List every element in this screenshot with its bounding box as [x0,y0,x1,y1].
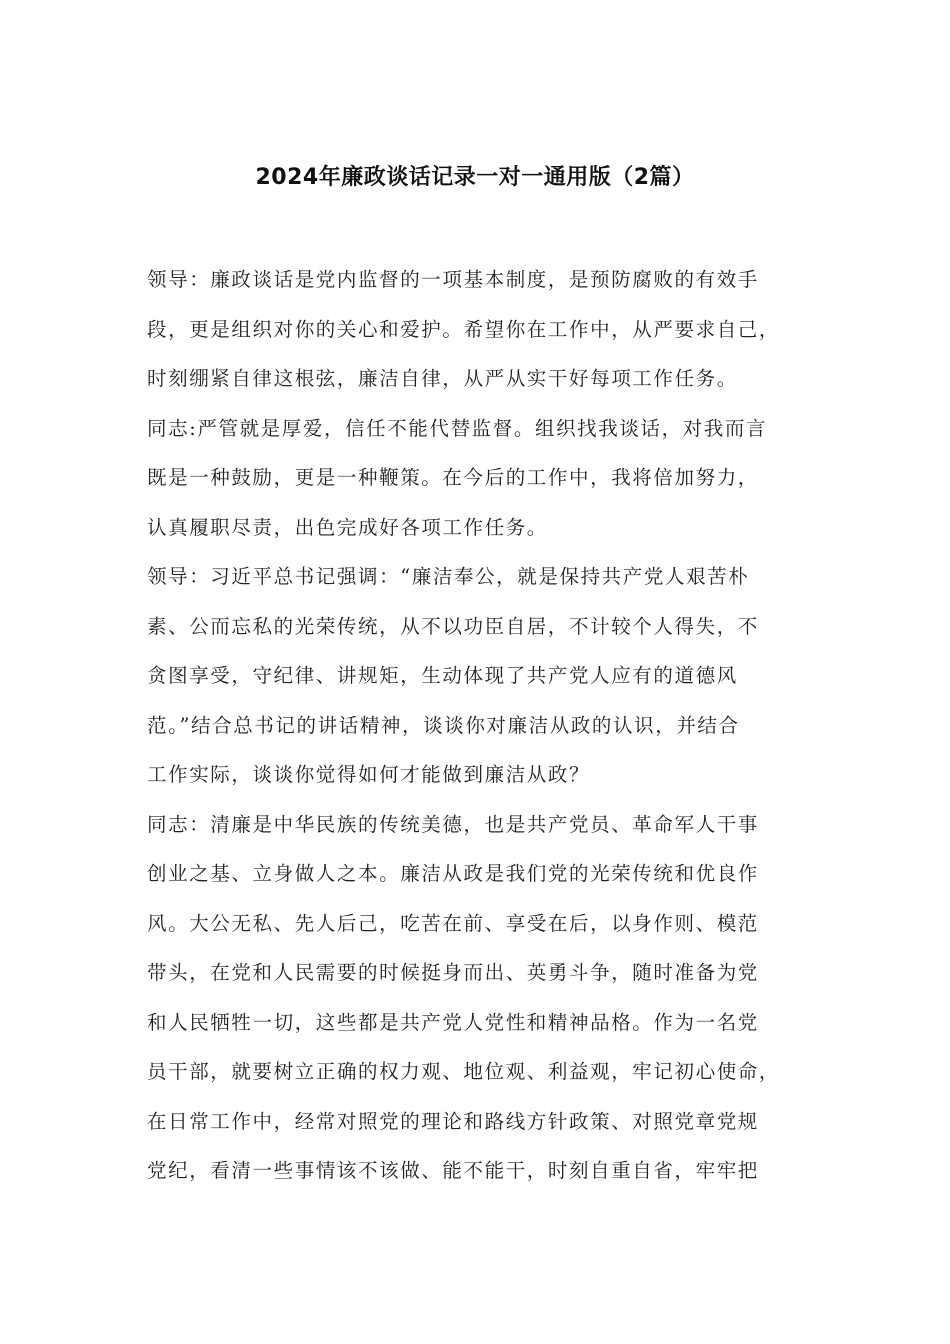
body-line: 同志：清廉是中华民族的传统美德，也是共产党员、革命军人干事 [147,812,759,836]
body-line: 创业之基、立身做人之本。廉洁从政是我们党的光荣传统和优良作 [147,862,759,885]
body-line: 领导：廉政谈话是党内监督的一项基本制度，是预防腐败的有效手 [147,268,759,291]
body-line: 认真履职尽责，出色完成好各项工作任务。 [147,515,548,539]
body-line: 风。大公无私、先人后己，吃苦在前、享受在后，以身作则、模范 [147,911,759,935]
body-line: 和人民牺牲一切，这些都是共产党人党性和精神品格。作为一名党 [147,1010,759,1034]
body-line: 时刻绷紧自律这根弦，廉洁自律，从严从实干好每项工作任务。 [147,367,738,390]
body-line: 党纪，看清一些事情该不该做、能不能干，时刻自重自省，牢牢把 [147,1159,759,1182]
body-line: 在日常工作中，经常对照党的理论和路线方针政策、对照党章党规 [147,1109,759,1133]
body-line: 素、公而忘私的光荣传统，从不以功臣自居，不计较个人得失，不 [147,614,759,638]
body-line: 工作实际，谈谈你觉得如何才能做到廉洁从政？ [147,763,591,786]
body-line: 贪图享受，守纪律、讲规矩，生动体现了共产党人应有的道德风 [147,664,738,687]
body-line: 带头，在党和人民需要的时候挺身而出、英勇斗争，随时准备为党 [147,961,759,984]
body-line: 员干部，就要树立正确的权力观、地位观、利益观，牢记初心使命， [147,1060,781,1083]
body-line: 领导：习近平总书记强调：“廉洁奉公，就是保持共产党人艰苦朴 [147,565,750,588]
body-line: 段，更是组织对你的关心和爱护。希望你在工作中，从严要求自己， [147,317,781,341]
body-line: 范。”结合总书记的讲话精神，谈谈你对廉洁从政的认识，并结合 [147,713,740,737]
document-body [147,255,827,1196]
document-title: 2024年廉政谈话记录一对一通用版（2篇） [255,165,695,190]
body-line: 既是一种鼓励，更是一种鞭策。在今后的工作中，我将倍加努力， [147,466,759,489]
body-line: 同志:严管就是厚爱，信任不能代替监督。组织找我谈话，对我而言 [147,416,768,440]
